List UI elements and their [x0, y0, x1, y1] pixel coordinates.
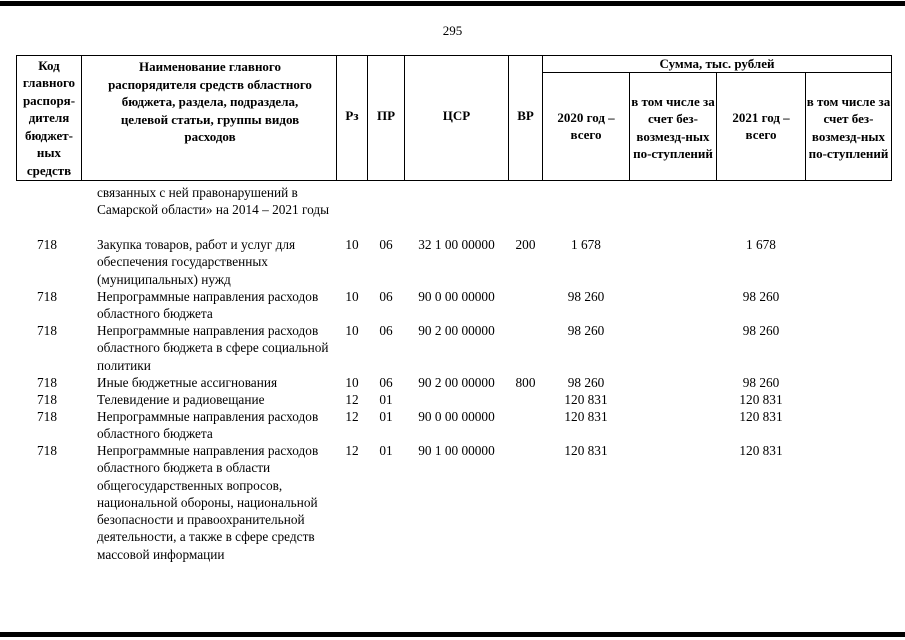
cell-sum-2021: 1 678	[746, 237, 776, 252]
cell-sum-2020: 120 831	[564, 443, 608, 458]
cell-sum-2020: 120 831	[564, 392, 608, 407]
cell-csr: 90 2 00 00000	[418, 323, 495, 338]
header-2021-grants: в том числе за счет без-возмезд-ных по-ступлений	[806, 93, 891, 161]
cell-rz: 12	[345, 443, 359, 458]
cell-pr: 06	[379, 237, 393, 252]
cell-csr: 90 0 00 00000	[418, 409, 495, 424]
header-2021-total: 2021 год – всего	[732, 109, 790, 142]
cell-name: Непрограммные направления расходов областного бюджета	[97, 409, 319, 442]
cell-code: 718	[37, 392, 57, 407]
cell-code: 718	[37, 237, 57, 252]
table-header	[16, 55, 892, 181]
cell-name: Иные бюджетные ассигнования	[97, 375, 278, 390]
cell-sum-2021: 98 260	[742, 375, 780, 390]
header-2020-total: 2020 год – всего	[557, 109, 615, 142]
bottom-rule	[0, 632, 905, 637]
cell-csr: 90 0 00 00000	[418, 289, 495, 304]
header-code: Код главного распоря-дителя бюджет-ных средств	[22, 57, 76, 178]
cell-sum-2021: 120 831	[739, 443, 783, 458]
cell-rz: 10	[345, 375, 359, 390]
cell-code: 718	[37, 289, 57, 304]
cell-code: 718	[37, 409, 57, 424]
cell-csr: 32 1 00 00000	[418, 237, 495, 252]
cell-name: Непрограммные направления расходов областного бюджета в области общегосударственных вопросов, национальной обороны, национальной безопасности и правоохранительной деятельности, а также в сфере средств массовой информации	[97, 443, 319, 562]
cell-sum-2020: 98 260	[567, 289, 605, 304]
cell-name: Закупка товаров, работ и услуг для обеспечения государственных (муниципальных) нужд	[97, 237, 296, 287]
cell-name: связанных с ней правонарушений в Самарской области» на 2014 – 2021 годы	[97, 185, 330, 218]
cell-code: 718	[37, 375, 57, 390]
cell-rz: 10	[345, 289, 359, 304]
cell-rz: 12	[345, 392, 359, 407]
header-csr: ЦСР	[442, 108, 471, 124]
cell-sum-2021: 120 831	[739, 392, 783, 407]
cell-pr: 01	[379, 392, 393, 407]
top-rule	[0, 1, 905, 6]
cell-sum-2020: 98 260	[567, 375, 605, 390]
cell-sum-2020: 1 678	[571, 237, 601, 252]
cell-pr: 06	[379, 323, 393, 338]
cell-pr: 06	[379, 375, 393, 390]
cell-name: Непрограммные направления расходов областного бюджета	[97, 289, 319, 322]
page-number: 295	[442, 23, 463, 38]
cell-sum-2021: 120 831	[739, 409, 783, 424]
cell-vr: 800	[515, 375, 536, 390]
header-rz: Рз	[345, 108, 359, 124]
cell-sum-2021: 98 260	[742, 323, 780, 338]
cell-pr: 06	[379, 289, 393, 304]
cell-code: 718	[37, 323, 57, 338]
cell-code: 718	[37, 443, 57, 458]
cell-csr: 90 2 00 00000	[418, 375, 495, 390]
header-name: Наименование главного распорядителя средств областного бюджета, раздела, подраздела, целевой статьи, группы видов расходов	[108, 59, 312, 145]
cell-vr: 200	[515, 237, 536, 252]
header-sum: Сумма, тыс. рублей	[659, 55, 775, 71]
cell-csr: 90 1 00 00000	[418, 443, 495, 458]
cell-pr: 01	[379, 409, 393, 424]
header-vr: ВР	[517, 108, 534, 124]
cell-rz: 10	[345, 237, 359, 252]
cell-sum-2021: 98 260	[742, 289, 780, 304]
header-pr: ПР	[376, 108, 396, 124]
cell-sum-2020: 98 260	[567, 323, 605, 338]
cell-sum-2020: 120 831	[564, 409, 608, 424]
cell-rz: 10	[345, 323, 359, 338]
header-2020-grants: в том числе за счет без-возмезд-ных по-ступлений	[631, 93, 715, 161]
cell-name: Непрограммные направления расходов областного бюджета в сфере социальной политики	[97, 323, 329, 373]
cell-name: Телевидение и радиовещание	[97, 392, 265, 407]
cell-rz: 12	[345, 409, 359, 424]
cell-pr: 01	[379, 443, 393, 458]
